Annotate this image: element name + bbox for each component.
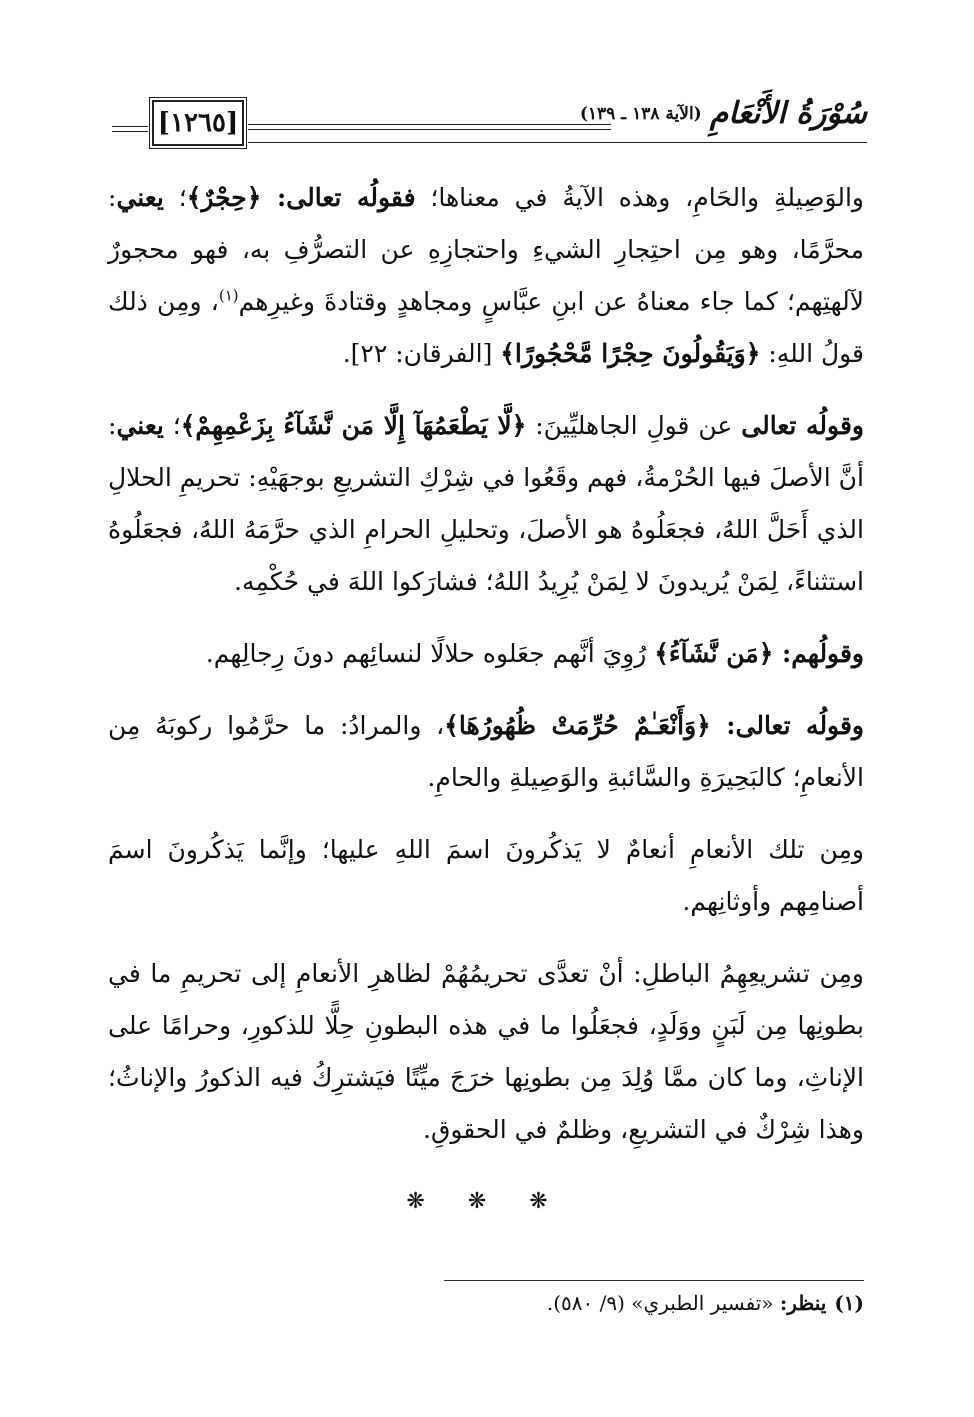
footnote-label: ينظر: [779,1291,827,1315]
footnote-text: «تفسير الطبري» (٩/ ٥٨٠). [546,1291,780,1315]
paragraph [108,700,864,804]
paragraph [108,824,864,928]
page-number: [١٢٦٥] [152,100,244,146]
paragraph [108,628,864,680]
main-text [108,172,864,1228]
footnote-rule [444,1280,864,1281]
running-title [580,96,867,131]
footnote [108,1288,864,1318]
quran-quote: ﴿حِجْرٌ﴾ [186,183,262,212]
bold-term: يعني [116,411,164,440]
quran-quote: ﴿وَأَنْعَـٰمٌ حُرِّمَتْ ظُهُورُهَا﴾ [444,711,711,740]
header-rule [248,124,611,125]
quran-quote: ﴿لَّا يَطْعَمُهَآ إِلَّا مَن نَّشَآءُ بِزَعْمِهِمْ﴾ [180,411,527,440]
bold-term: فقولُه تعالى: [261,183,416,212]
text-run: : محرَّمًا، وهو مِن احتِجارِ الشيءِ واحتجازِهِ عن التصرُّفِ به، فهو محجورٌ لآلهتِهم؛ كما جاء معناهُ عن ابنِ عبَّاسٍ ومجاهدٍ وقتادةَ وغيرِهم [108,183,865,316]
footnote-ref: (١) [218,286,239,305]
ayah-range: (الآية ١٣٨ ـ ١٣٩) [579,103,702,124]
text-run: ، ومِن ذلك قولُ اللهِ: [108,287,864,368]
text-run: رُوِيَ أنَّهم جعَلوه حلالًا لنسائِهم دونَ رِجالِهم. [205,639,655,668]
bold-term: وقولُهم: [773,639,864,668]
text-run: عن قولِ الجاهليِّينَ: [526,411,742,440]
header-underline [248,142,867,143]
text-run: ؛ [163,183,187,212]
paragraph [108,172,864,380]
quran-quote: ﴿وَيَقُولُونَ حِجْرًا مَّحْجُورًا﴾ [500,339,761,368]
paragraph [108,948,864,1156]
section-separator: ❋ ❋ ❋ [406,1189,566,1214]
text-run: ومِن تلك الأنعامِ أنعامٌ لا يَذكُرونَ اسمَ اللهِ عليها؛ وإنَّما يَذكُرونَ اسمَ أصنامِهم وأوثانِهم. [108,835,864,916]
header-rule [248,129,611,130]
text-run: ومِن تشريعِهِمُ الباطلِ: أنْ تعدَّى تحريمُهُمْ لظاهرِ الأنعامِ إلى تحريمِ ما في بطونِها مِن لَبَنٍ ووَلَدٍ، فجعَلُوا ما في هذه البطونِ حِلًّا للذكورِ، وحرامًا على الإناثِ، وما كان ممَّا وُلِدَ مِن بطونِها خرَجَ ميِّتًا فيَشترِكُ فيه الذكورُ والإناثُ؛ وهذا شِرْكٌ في التشريعِ، وظلمٌ في الحقوقِ. [108,959,864,1144]
text-run: [الفرقان: ٢٢]. [342,339,501,368]
text-run: ، والمرادُ: ما حرَّمُوا ركوبَهُ مِن الأنعامِ؛ كالبَحِيرَةِ والسَّائبةِ والوَصِيلةِ والحامِ. [108,711,864,792]
bold-term: وقولُه تعالى [741,411,864,440]
quran-quote: ﴿مَن نَّشَآءُ﴾ [654,639,774,668]
bold-term: وقولُه تعالى: [710,711,864,740]
text-run: : أنَّ الأصلَ فيها الحُرْمةُ، فهم وقَعُوا في شِرْكِ التشريعِ بوجهَيْهِ: تحريمِ الحلالِ الذي أَحَلَّ اللهُ، فجعَلُوهُ هو الأصلَ، وتحليلِ الحرامِ الذي حرَّمَهُ اللهُ، فجعَلُوهُ استثناءً، لِمَنْ يُريدونَ لا لِمَنْ يُرِيدُ اللهُ؛ فشارَكوا اللهَ في حُكْمِه. [108,411,864,596]
text-run: والوَصِيلةِ والحَامِ، وهذه الآيةُ في معناها؛ [415,183,864,212]
header-rule [112,126,148,127]
header-rule [112,131,148,132]
footnote-number: (١) [834,1291,864,1315]
bold-term: يعني [116,183,164,212]
text-run: ؛ [163,411,181,440]
paragraph [108,400,864,608]
surah-name: سُوْرَةُ الأَنْعَامِ [709,96,867,131]
page-header [112,96,867,152]
